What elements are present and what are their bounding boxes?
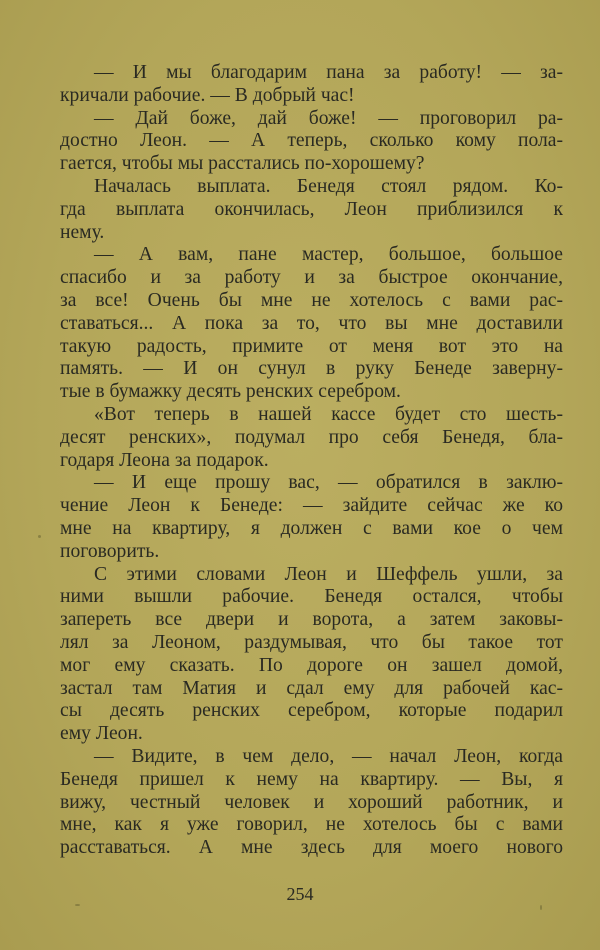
text-line: — И еще прошу вас, — обратился в заклю- bbox=[94, 472, 563, 494]
text-line: ними вышли рабочие. Бенедя остался, чтобы bbox=[60, 586, 563, 608]
text-line: гается, чтобы мы расстались по-хорошему? bbox=[60, 153, 425, 175]
text-line: ему Леон. bbox=[60, 723, 143, 745]
print-speck bbox=[75, 904, 80, 906]
text-line: годаря Леона за подарок. bbox=[60, 449, 269, 471]
text-line: запереть все двери и ворота, а затем заковы- bbox=[60, 609, 563, 631]
text-line: память. — И он сунул в руку Бенеде заверну- bbox=[60, 358, 563, 380]
text-line: ставаться... А пока за то, что вы мне доставили bbox=[60, 312, 563, 334]
text-line: чение Леон к Бенеде: — зайдите сейчас же ко bbox=[60, 495, 563, 517]
text-line: — Видите, в чем дело, — начал Леон, когда bbox=[94, 745, 563, 767]
text-line: расставаться. А мне здесь для моего нового bbox=[60, 837, 563, 859]
text-line: нему. bbox=[60, 221, 105, 243]
text-line: десят ренских», подумал про себя Бенедя, бла- bbox=[60, 426, 563, 448]
text-line: мог ему сказать. По дороге он зашел домой, bbox=[60, 654, 563, 676]
text-line: гда выплата окончилась, Леон приблизился к bbox=[60, 198, 563, 220]
text-line: «Вот теперь в нашей кассе будет сто шесть- bbox=[94, 403, 563, 425]
text-line: — И мы благодарим пана за работу! — за- bbox=[94, 62, 563, 83]
text-line: мне, как я уже говорил, не хотелось бы с вами bbox=[60, 814, 563, 836]
text-line: спасибо и за работу и за быстрое окончание, bbox=[60, 267, 563, 289]
text-line: мне на квартиру, я должен с вами кое о чем bbox=[60, 517, 563, 539]
text-line: лял за Леоном, раздумывая, что бы такое тот bbox=[60, 631, 563, 653]
text-line: такую радость, примите от меня вот это на bbox=[60, 335, 563, 357]
text-line: кричали рабочие. — В добрый час! bbox=[60, 84, 355, 106]
text-line: тые в бумажку десять ренских серебром. bbox=[60, 381, 401, 403]
print-speck bbox=[540, 905, 542, 910]
text-line: поговорить. bbox=[60, 540, 160, 562]
print-speck bbox=[38, 535, 41, 538]
text-line: — Дай боже, дай боже! — проговорил ра- bbox=[94, 107, 563, 129]
text-line: вижу, честный человек и хороший работник, и bbox=[60, 791, 563, 813]
text-line: за все! Очень бы мне не хотелось с вами рас- bbox=[60, 289, 563, 311]
text-line: — А вам, пане мастер, большое, большое bbox=[94, 244, 563, 266]
text-line: застал там Матия и сдал ему для рабочей кас- bbox=[60, 677, 563, 699]
text-line: достно Леон. — А теперь, сколько кому пола- bbox=[60, 130, 563, 152]
text-line: Началась выплата. Бенедя стоял рядом. Ко- bbox=[94, 175, 563, 197]
text-line: сы десять ренских серебром, которые подарил bbox=[60, 700, 563, 722]
page-number: 254 bbox=[286, 884, 314, 904]
text-line: С этими словами Леон и Шеффель ушли, за bbox=[94, 563, 563, 585]
page-text bbox=[60, 62, 563, 860]
text-line: Бенедя пришел к нему на квартиру. — Вы, я bbox=[60, 768, 563, 790]
